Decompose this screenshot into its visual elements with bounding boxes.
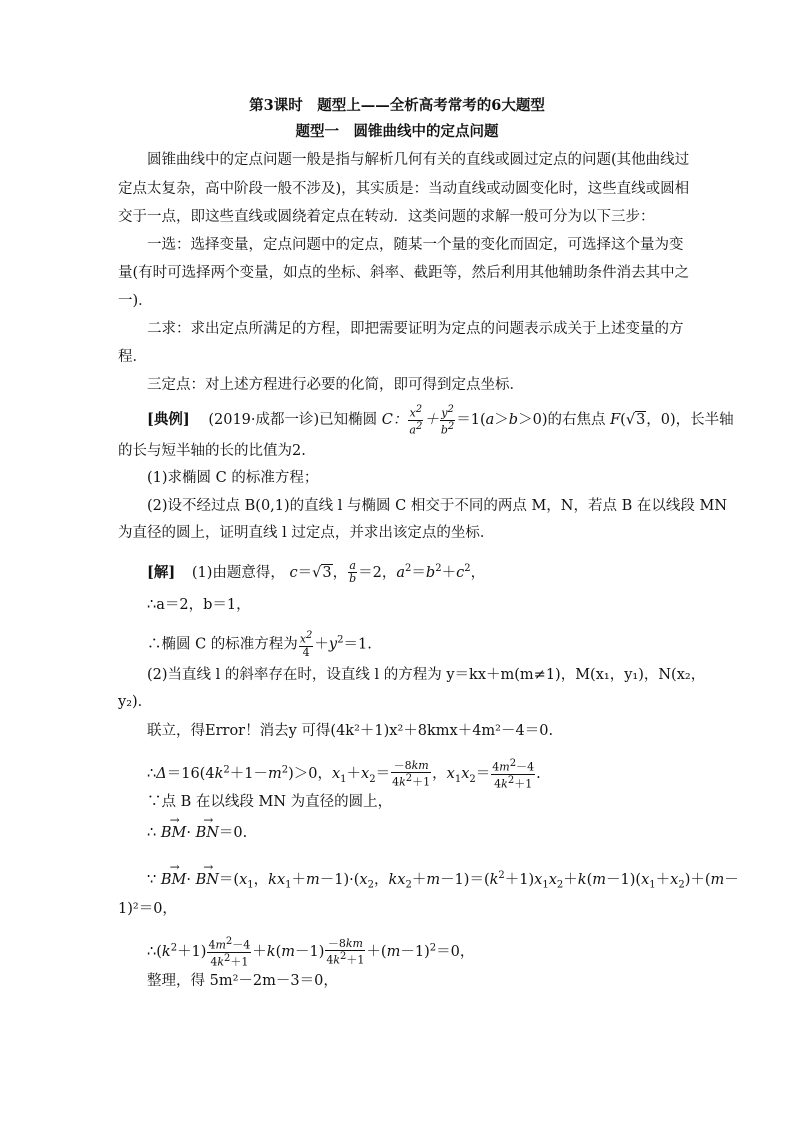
solution-line-9b: 1)²＝0， <box>118 901 177 917</box>
step1-line-2: 量(有时可选择两个变量，如点的坐标、斜率、截距等，然后利用其他辅助条件消去其中之 <box>118 265 690 281</box>
solution-line-1: [解] (1)由题意得， c＝√3， $\frac{a}{b}$ ＝2，$a^2=b^2+c^2$， <box>147 559 486 586</box>
solution-line-8: ∴ → BM· → BN＝0. <box>147 824 247 842</box>
lesson-title: 第3课时 题型上——全析高考常考的6大题型 <box>249 97 545 114</box>
example-source: (2019·成都一诊)已知椭圆 <box>208 412 378 429</box>
example-question-2a: (2)设不经过点 B(0,1)的直线 l 与椭圆 C 相交于不同的两点 M，N，若点 B 在以线段 MN <box>147 498 728 514</box>
solution-line-6: $\therefore\Delta=16(4k^2+1-m^2)>0$，$x_1+x_2=$ $\frac{-8km}{4k^2+1}$ ，$x_1x_2=$ $\frac{4m^2-4}{4k^2+1}$ . <box>147 758 541 791</box>
example-question-2b: 为直径的圆上，证明直线 l 过定点，并求出该定点的坐标． <box>118 525 495 541</box>
example-question-1: (1)求椭圆 C 的标准方程； <box>147 470 319 486</box>
example-tag: [典例] <box>147 411 190 429</box>
step3-line: 三定点：对上述方程进行必要的化简，即可得到定点坐标． <box>147 377 524 393</box>
solution-line-5: 联立，得Error！消去y 可得(4k²＋1)x²＋8kmx＋4m²－4＝0. <box>147 723 554 739</box>
step1-line-3: 一)． <box>118 293 153 309</box>
solution-line-4a: (2)当直线 l 的斜率存在时，设直线 l 的方程为 y＝kx＋m(m≠1)，M(x₁，y₁)，N(x₂， <box>147 667 706 683</box>
solution-line-10: $\therefore(k^2+1)$ $\frac{4m^2-4}{4k^2+1}$ ＋k(m－1) $\frac{-8km}{4k^2+1}$ $+(m-1)^2=0$， <box>147 936 475 969</box>
step1-line-1: 一选：选择变量，定点问题中的定点，随某一个量的变化而固定，可选择这个量为变 <box>147 237 684 253</box>
solution-line-4b: y₂)． <box>118 694 153 710</box>
section-title: 题型一 圆锥曲线中的定点问题 <box>295 123 499 140</box>
solution-line-9a: ∵ → $BM\cdot \to BN=(x_1$，$kx_1+m-1)\cdot(x_2$，$kx_2+m-1)=(k^2+1)x_1x_2+k(m-1)(x_1+x_2)+(m-$ <box>147 867 739 895</box>
intro-line-2: 定点太复杂，高中阶段一般不涉及)，其实质是：当动直线或动圆变化时，这些直线或圆相 <box>118 181 690 197</box>
step2-line-2: 程． <box>118 349 147 365</box>
intro-line-3: 交于一点，即这些直线或圆绕着定点在转动．这类问题的求解一般可分为以下三步： <box>118 209 655 225</box>
solution-tag: [解] <box>147 563 176 581</box>
ellipse-formula: C： $\frac{x^2}{a^2}$ ＋ $\frac{y^2}{b^2}$ <box>381 404 455 437</box>
step2-line-1: 二求：求出定点所满足的方程，即把需要证明为定点的问题表示成关于上述变量的方 <box>147 321 684 337</box>
example-line-1: [典例] (2019·成都一诊)已知椭圆 C： $\frac{x^2}{a^2}$ ＋ $\frac{y^2}{b^2}$ ＝1(a＞b＞0)的右焦点 F(√3，0)，长半轴 <box>147 404 734 437</box>
solution-line-7: ∵点 B 在以线段 MN 为直径的圆上， <box>147 794 393 810</box>
solution-line-3: ∴椭圆 C 的标准方程为 $\frac{x^2}{4}$ $+y^2=1$. <box>147 630 372 659</box>
example-line-2: 的长与短半轴的长的比值为2. <box>118 443 306 459</box>
solution-line-2: ∴a＝2，b＝1， <box>147 597 251 613</box>
solution-line-11: 整理，得 5m²－2m－3＝0， <box>147 973 338 989</box>
intro-line-1: 圆锥曲线中的定点问题一般是指与解析几何有关的直线或圆过定点的问题(其他曲线过 <box>147 152 690 168</box>
